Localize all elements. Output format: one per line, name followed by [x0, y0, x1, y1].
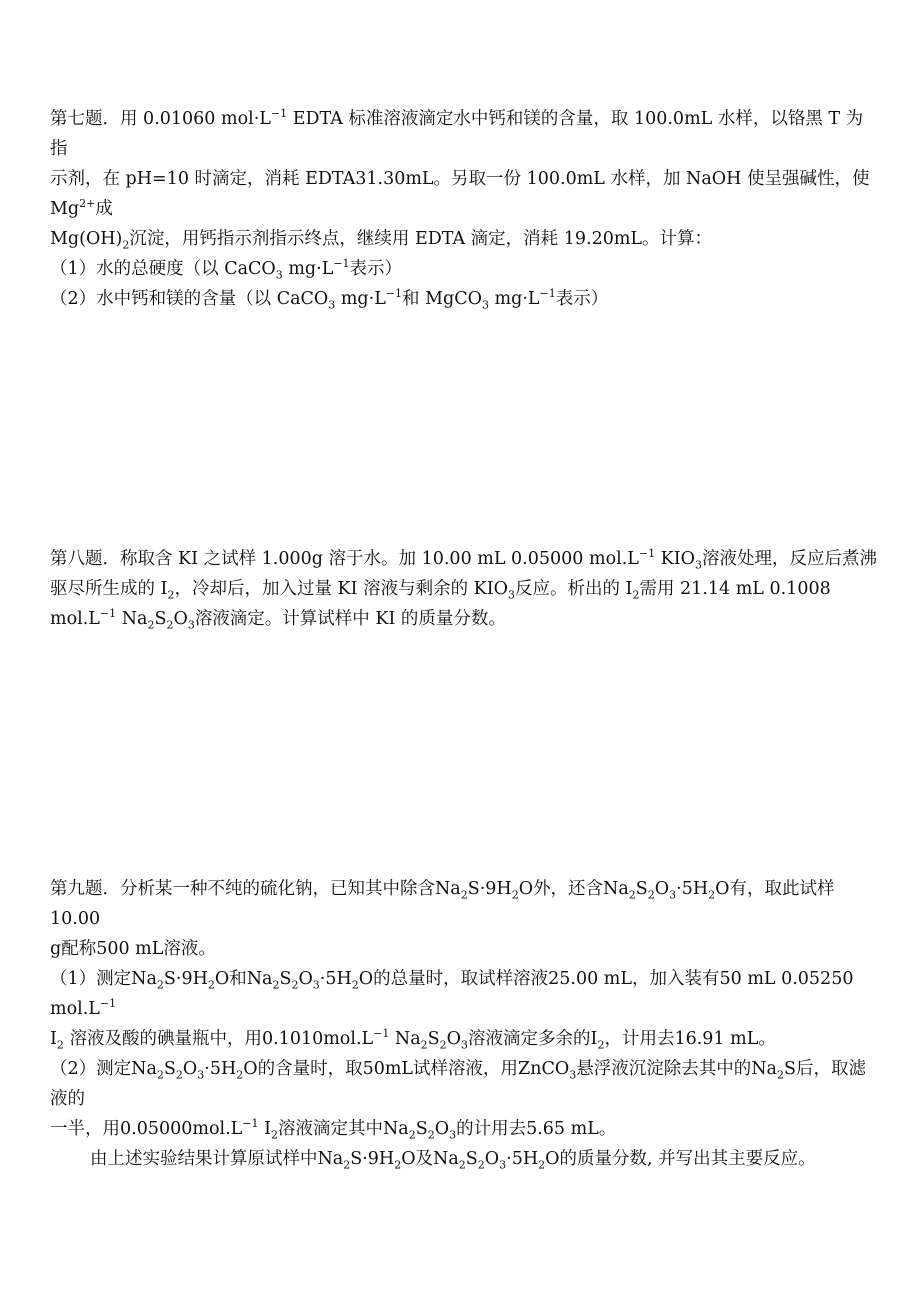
q7-item-2: （2）水中钙和镁的含量（以 CaCO$_3$ $mg\cdot L^{-1}$和 MgCO$_3$ $mg\cdot L^{-1}$表示） — [50, 287, 609, 312]
q7-item-1: （1）水的总硬度（以 CaCO$_3$ $mg\cdot L^{-1}$表示） — [50, 257, 403, 282]
q9-line-1: 第九题．分析某一种不纯的硫化钠，已知其中除含$Na_2S\cdot 9H_2O$外，还含$Na_2S_2O_3\cdot 5H_2O$有，取此试样10.00 — [50, 879, 835, 929]
question-7 — [50, 104, 880, 314]
q8-line-3: $mol.L^{-1}$ $Na_2S_2O_3$溶液滴定。计算试样中 KI 的质量分数。 — [50, 607, 506, 632]
q9-item-1-cont: $I_2$ 溶液及酸的碘量瓶中，用$0.1010mol.L^{-1}$ $Na_2S_2O_3$溶液滴定多余的$I_2$，计用去16.91 mL。 — [50, 1027, 776, 1052]
question-9 — [50, 874, 880, 1174]
q7-line-2: 示剂，在 pH=10 时滴定，消耗 EDTA31.30mL。另取一份 100.0mL 水样，加 NaOH 使呈强碱性，使 $Mg^{2+}$成 — [50, 169, 870, 219]
question-8 — [50, 544, 880, 634]
q9-item-2: （2）测定$Na_2S_2O_3\cdot 5H_2O$的含量时，取50mL试样溶液，用ZnCO$_3$悬浮液沉淀除去其中的$Na_2S$后，取滤液的 — [50, 1059, 866, 1109]
q9-line-2: g配称500 mL溶液。 — [50, 939, 216, 959]
q8-line-1: 第八题．称取含 KI 之试样 1.000g 溶于水。加 10.00 mL 0.05000 $mol.L^{-1}$ $KIO_3$溶液处理，反应后煮沸 — [50, 547, 878, 572]
q7-line-1: 第七题．用 0.01060 $mol\cdot L^{-1}$ EDTA 标准溶液滴定水中钙和镁的含量，取 100.0mL 水样，以铬黑 T 为指 — [50, 107, 864, 159]
q9-item-1: （1）测定$Na_2S\cdot 9H_2O$和$Na_2S_2O_3\cdot 5H_2O$的总量时，取试样溶液25.00 mL，加入装有50 mL 0.05250 $mol.L^{-1}$ — [50, 969, 854, 1019]
q9-conclusion: 由上述实验结果计算原试样中$Na_2S\cdot 9H_2O$及$Na_2S_2O_3\cdot 5H_2O$的质量分数, 并写出其主要反应。 — [90, 1149, 816, 1172]
q7-line-3: $Mg(OH)_2$沉淀，用钙指示剂指示终点，继续用 EDTA 滴定，消耗 19.20mL。计算： — [50, 229, 713, 252]
q9-item-2-cont: 一半，用$0.05000mol.L^{-1}$ $I_2$溶液滴定其中$Na_2S_2O_3$的计用去5.65 mL。 — [50, 1117, 617, 1142]
q8-line-2: 驱尽所生成的 $I_2$，冷却后，加入过量 KI 溶液与剩余的 $KIO_3$反应。析出的 $I_2$需用 21.14 mL 0.1008 — [50, 579, 831, 602]
